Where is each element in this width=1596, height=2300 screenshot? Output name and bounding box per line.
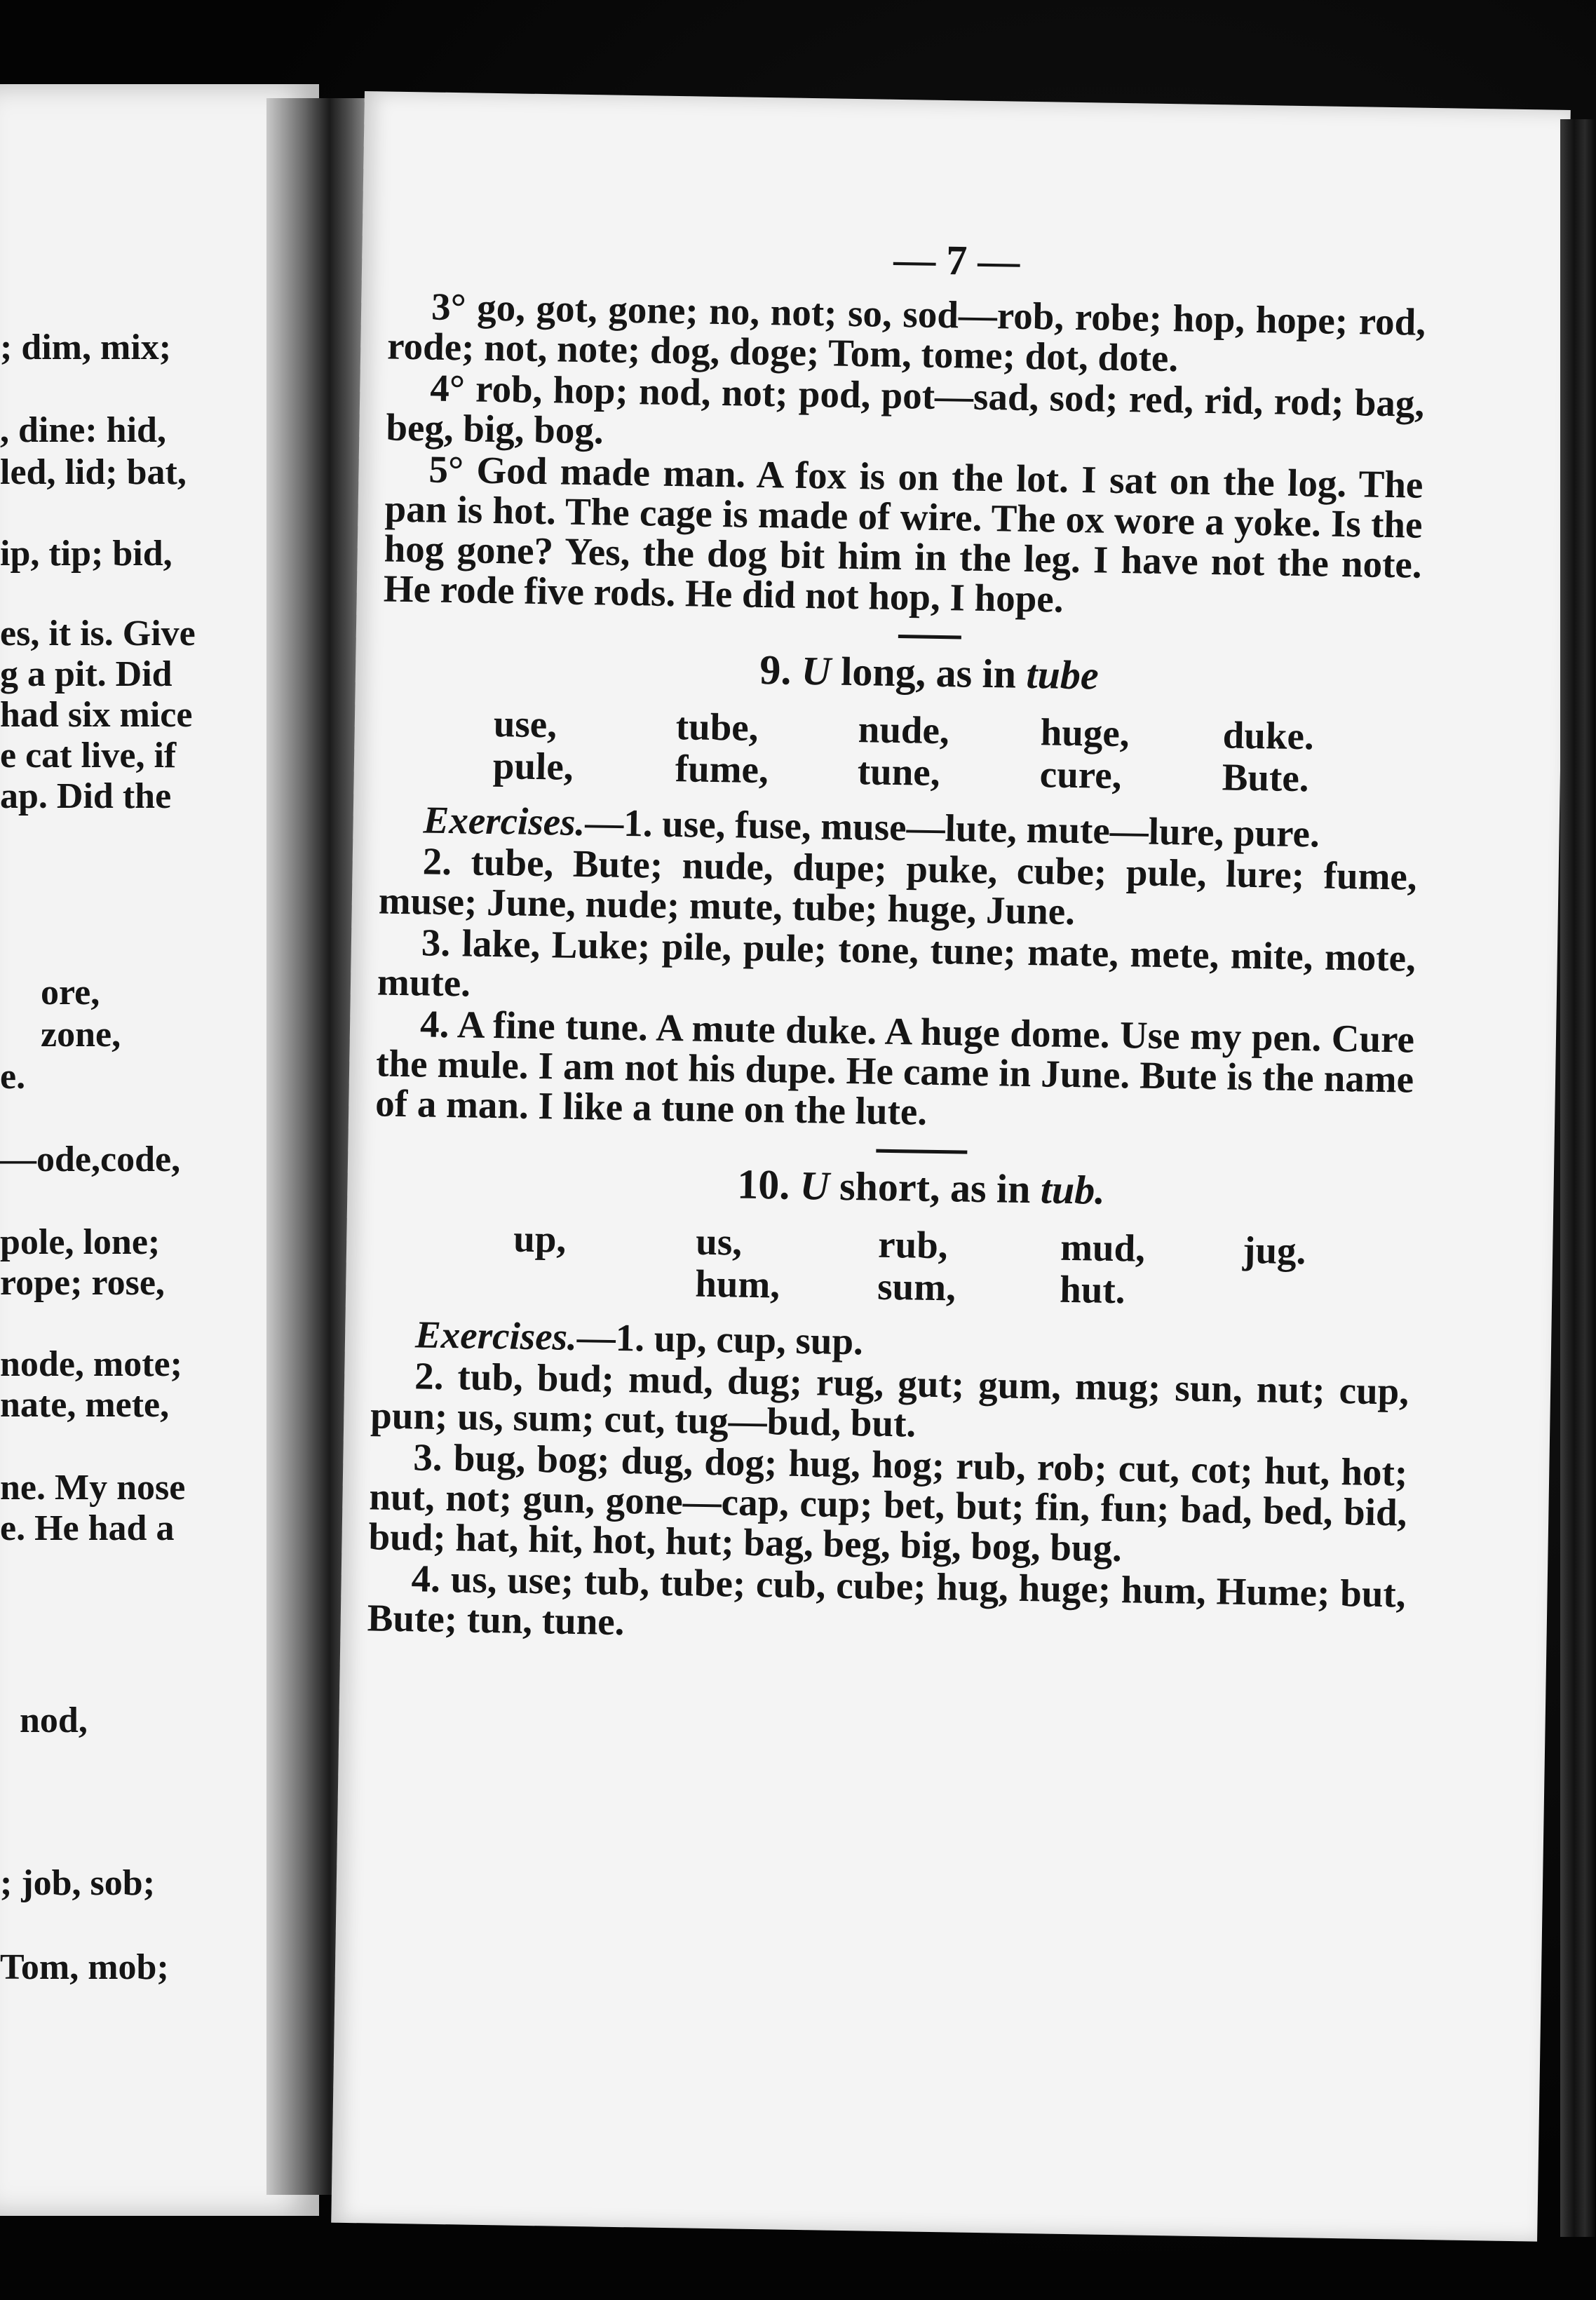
left-page-line: ne. My nose [0, 1468, 186, 1508]
left-page-line: node, mote; [0, 1344, 182, 1384]
exercise-4: 4° rob, hop; nod, not; pod, pot—sad, sod; red, rid, rod; bag, beg, big, bog. [386, 366, 1425, 452]
section-divider [876, 1149, 967, 1154]
word: us, [695, 1219, 743, 1264]
exercise-3: 3° go, got, gone; no, not; so, sod—rob, robe; hop, hope; rod, rode; not, note; dog, doge; Tom, tome; dot, dote. [386, 285, 1426, 380]
exercise-3: 3. bug, bog; dug, dog; hug, hog; rub, rob; cut, cot; hut, hot; nut, not; gun, gone—cap, cup; bet, but; fin, fun; bad, bed, bid, bud; hat, hit, hot, hut; bag, beg, big, bog, bug. [368, 1435, 1408, 1570]
word: Bute. [1222, 755, 1310, 800]
word: hut. [1059, 1267, 1126, 1312]
page-text [367, 232, 1426, 1654]
exercise-1-text: —1. use, fuse, muse—lute, mute—lure, pure. [584, 801, 1320, 855]
exercises-label: Exercises. [414, 1313, 578, 1358]
word: sum, [877, 1264, 956, 1309]
word-list [513, 1218, 1412, 1316]
word: up, [513, 1217, 567, 1261]
left-page-line: e cat live, if [0, 736, 177, 776]
word: use, [493, 702, 557, 746]
word-list [492, 703, 1419, 801]
section-number: 9. [759, 646, 792, 694]
word: huge, [1040, 710, 1130, 755]
left-page-line: Tom, mob; [0, 1947, 169, 1987]
left-page-line: ; dim, mix; [0, 327, 172, 367]
word: fume, [675, 747, 769, 792]
exercise-4: 4. A fine tune. A mute duke. A huge dome. Use my pen. Cure the mule. I am not his dupe. He came in June. Bute is the name of a man. I like a tune on the lute. [374, 1002, 1415, 1133]
section-example: tube [1026, 651, 1100, 698]
left-page-line: g a pit. Did [0, 654, 173, 694]
left-page-line: pole, lone; [0, 1222, 161, 1262]
exercises-label: Exercises. [423, 798, 586, 844]
left-page-line: rope; rose, [0, 1263, 165, 1303]
section-number: 10. [736, 1161, 790, 1208]
left-page-line: e. [0, 1057, 26, 1097]
word: tube, [675, 705, 759, 749]
page-number: — 7 — [893, 236, 1020, 285]
section-letter: U [801, 647, 832, 694]
left-page-line: , dine: hid, [0, 410, 166, 450]
word: jug. [1242, 1228, 1306, 1273]
left-page-line: nate, mete, [0, 1385, 170, 1425]
exercise-2: 2. tube, Bute; nude, dupe; puke, cube; pule, lure; fume, muse; June, nude; mute, tube; huge, June. [378, 839, 1418, 933]
word: hum, [694, 1261, 780, 1306]
section-9-heading [410, 644, 1449, 701]
word: tune, [857, 750, 940, 794]
page-edge [1560, 119, 1595, 2237]
exercise-4: 4. us, use; tub, tube; cub, cube; hug, huge; hum, Hume; but, Bute; tun, tune. [367, 1557, 1407, 1644]
word [1242, 1271, 1418, 1316]
word [513, 1260, 689, 1305]
word: duke. [1222, 713, 1315, 758]
exercise-5: 5° God made man. A fox is on the lot. I sat on the log. The pan is hot. The cage is made of wire. The ox wore a yoke. Is the hog gone? Yes, the dog bit him in the leg. I have not the note. He rode five rods. He did not hop, I hope. [383, 447, 1423, 621]
page-seven [331, 91, 1571, 2242]
left-page-line: ip, tip; bid, [0, 534, 173, 574]
exercise-2: 2. tub, bud; mud, dug; rug, gut; gum, mug; sun, nut; cup, pun; us, sum; cut, tug—bud, but. [370, 1354, 1409, 1445]
left-page-line: —ode,code, [0, 1139, 181, 1179]
left-page-line: ; job, sob; [0, 1863, 156, 1903]
left-page-line: es, it is. Give [0, 614, 196, 654]
word: mud, [1060, 1225, 1146, 1270]
section-10-heading [402, 1159, 1440, 1215]
word: cure, [1039, 752, 1122, 797]
word: nude, [858, 708, 950, 752]
left-page-line: ap. Did the [0, 776, 172, 816]
exercise-1-text: —1. up, cup, sup. [576, 1315, 864, 1363]
section-divider [898, 635, 961, 639]
left-page-line: led, lid; bat, [0, 452, 187, 492]
exercise-3: 3. lake, Luke; pile, pule; tone, tune; mate, mete, mite, mote, mute. [377, 921, 1416, 1005]
left-page-line: nod, [20, 1700, 88, 1740]
section-example: tub. [1040, 1166, 1106, 1213]
section-letter: U [799, 1162, 830, 1209]
left-page-line: ore, [41, 973, 100, 1013]
left-page-line: had six mice [0, 695, 193, 735]
left-page-line: e. He had a [0, 1508, 175, 1548]
word: rub, [877, 1222, 949, 1267]
section-title: long, as in [840, 648, 1017, 697]
word: pule, [492, 743, 574, 788]
section-title: short, as in [839, 1163, 1031, 1212]
left-page-line: zone, [41, 1015, 121, 1055]
